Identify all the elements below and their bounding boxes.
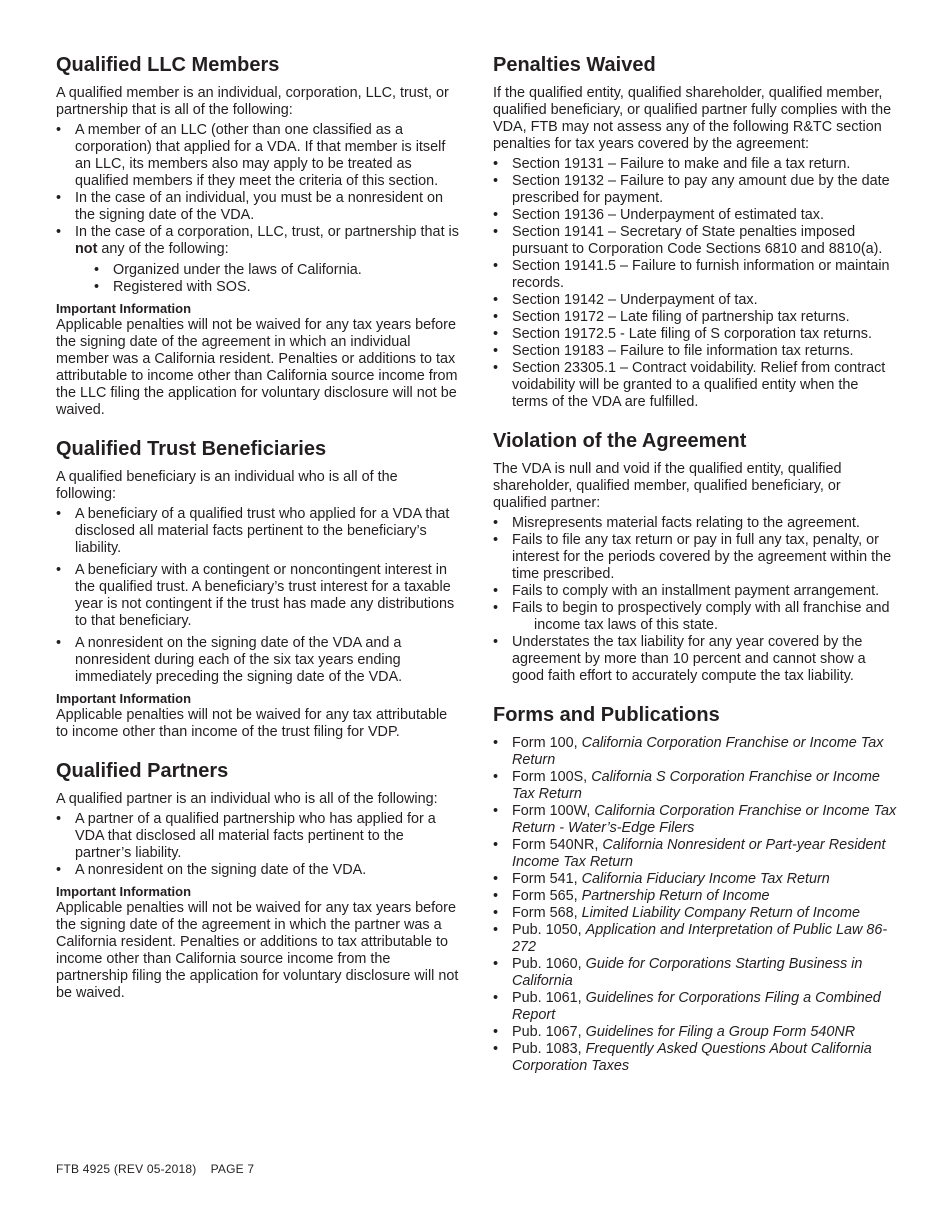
list-item: • A nonresident on the signing date of the VDA and a nonresident during each of the six tax years ending immediately preceding the signing date of the VDA. <box>56 635 460 686</box>
important-info-label: Important Information <box>56 691 192 706</box>
form-title: California Fiduciary Income Tax Return <box>581 871 830 887</box>
bullet-list <box>493 156 897 411</box>
form-title: California Corporation Franchise or Income Tax Return <box>512 735 884 768</box>
form-title: California Corporation Franchise or Income Tax Return - Water’s-Edge Filers <box>512 803 897 836</box>
section-intro: If the qualified entity, qualified shareholder, qualified member, qualified beneficiary, or qualified partner fully complies with the VDA, FTB may not assess any of the following R&TC section penalties for tax years covered by the agreement: <box>493 85 892 152</box>
bullet-list <box>56 506 460 686</box>
important-info-label: Important Information <box>56 301 192 316</box>
section-intro: A qualified beneficiary is an individual who is all of the following: <box>56 469 398 502</box>
form-number: Form 541, <box>512 871 582 887</box>
form-item <box>493 769 897 803</box>
form-item <box>493 1041 897 1075</box>
sub-bullet-list <box>75 262 460 296</box>
list-item: • In the case of an individual, you must be a nonresident on the signing date of the VDA. <box>56 190 460 224</box>
list-item-text: In the case of a corporation, LLC, trust, or partnership that is <box>75 224 459 240</box>
form-title: Guidelines for Filing a Group Form 540NR <box>585 1024 856 1040</box>
form-number: Form 540NR, <box>512 837 603 853</box>
form-item <box>493 990 897 1024</box>
list-item <box>493 600 897 634</box>
form-item <box>493 803 897 837</box>
section-intro: The VDA is null and void if the qualified entity, qualified shareholder, qualified member, qualified beneficiary, or qualified partner: <box>493 461 842 511</box>
form-item <box>493 905 897 922</box>
form-number: Pub. 1061, <box>512 990 586 1006</box>
list-item: • Section 19172 – Late filing of partnership tax returns. <box>493 309 897 326</box>
form-item <box>493 837 897 871</box>
section-heading: Qualified LLC Members <box>56 54 280 76</box>
list-item-text: any of the following: <box>97 241 229 257</box>
form-title: California Nonresident or Part-year Resident Income Tax Return <box>512 837 886 870</box>
bullet-list <box>56 122 460 296</box>
form-item <box>493 888 897 905</box>
list-item-text: Fails to begin to prospectively comply with all franchise and <box>512 600 890 616</box>
section-heading: Penalties Waived <box>493 54 656 76</box>
list-item: • A member of an LLC (other than one classified as a corporation) that applied for a VDA. If that member is itself an LLC, its members also may apply to be treated as qualified members if they meet the criteria of this section. <box>56 122 460 190</box>
list-item: • Section 19136 – Underpayment of estimated tax. <box>493 207 897 224</box>
important-info-text: Applicable penalties will not be waived for any tax attributable to income other than income of the trust filing for VDP. <box>56 707 448 740</box>
form-title: Frequently Asked Questions About California Corporation Taxes <box>512 1041 872 1074</box>
section-forms-publications <box>493 702 897 1075</box>
section-penalties-waived <box>493 52 897 411</box>
sub-list-item: • Organized under the laws of California. <box>94 262 460 279</box>
emphasis-text: not <box>75 241 98 257</box>
form-number: Pub. 1067, <box>512 1024 586 1040</box>
form-item <box>493 1024 897 1041</box>
list-item: • Section 19142 – Underpayment of tax. <box>493 292 897 309</box>
form-title: Application and Interpretation of Public Law 86-272 <box>512 922 888 955</box>
form-number: Form 100W, <box>512 803 595 819</box>
important-info-label: Important Information <box>56 884 192 899</box>
section-heading: Qualified Partners <box>56 760 229 782</box>
form-item <box>493 735 897 769</box>
section-heading: Violation of the Agreement <box>493 430 747 452</box>
form-title: Limited Liability Company Return of Income <box>581 905 860 921</box>
section-intro: A qualified member is an individual, corporation, LLC, trust, or partnership that is all of the following: <box>56 85 449 118</box>
bullet-list <box>493 735 897 1075</box>
form-item <box>493 956 897 990</box>
list-item: • A partner of a qualified partnership who has applied for a VDA that disclosed all material facts pertinent to the partner’s liability. <box>56 811 460 862</box>
section-llc-members <box>56 52 460 419</box>
form-title: Guide for Corporations Starting Business in California <box>512 956 863 989</box>
left-column <box>56 52 460 1002</box>
bullet-list <box>493 515 897 685</box>
list-item: • Section 23305.1 – Contract voidability. Relief from contract voidability will be granted to a qualified entity when the terms of the VDA are fulfilled. <box>493 360 897 411</box>
form-item <box>493 922 897 956</box>
list-item: • Section 19132 – Failure to pay any amount due by the date prescribed for payment. <box>493 173 897 207</box>
form-number: Pub. 1050, <box>512 922 586 938</box>
form-number: Form 568, <box>512 905 582 921</box>
list-item: • Section 19183 – Failure to file information tax returns. <box>493 343 897 360</box>
form-number: Form 100, <box>512 735 582 751</box>
section-violation <box>493 428 897 685</box>
sub-list-item: • Registered with SOS. <box>94 279 460 296</box>
form-number: Pub. 1083, <box>512 1041 586 1057</box>
form-number: Form 565, <box>512 888 582 904</box>
important-info-text: Applicable penalties will not be waived for any tax years before the signing date of the agreement in which an individual member was a California resident. Penalties or additions to tax attributable to income other than California source income from the LLC filing the application for voluntary disclosure will not be waived. <box>56 317 458 418</box>
form-item <box>493 871 897 888</box>
important-info-text: Applicable penalties will not be waived for any tax years before the signing date of the agreement in which the partner was a California resident. Penalties or additions to tax attributable to income other than California source income from the partnership filing the application for voluntary disclosure will not be waived. <box>56 900 459 1001</box>
form-title: Partnership Return of Income <box>581 888 770 904</box>
section-intro: A qualified partner is an individual who is all of the following: <box>56 791 438 807</box>
list-item: • Fails to file any tax return or pay in full any tax, penalty, or interest for the periods covered by the agreement within the time prescribed. <box>493 532 897 583</box>
list-item: • Fails to comply with an installment payment arrangement. <box>493 583 897 600</box>
list-item: • Section 19172.5 - Late filing of S corporation tax returns. <box>493 326 897 343</box>
list-item: • Section 19131 – Failure to make and file a tax return. <box>493 156 897 173</box>
right-column <box>493 52 897 1075</box>
bullet-list <box>56 811 460 879</box>
section-qualified-partners <box>56 758 460 1002</box>
form-number: Form 100S, <box>512 769 592 785</box>
section-trust-beneficiaries <box>56 436 460 741</box>
list-item: • A beneficiary with a contingent or noncontingent interest in the qualified trust. A beneficiary’s trust interest for a taxable year is not contingent if the trust has made any distributions to that beneficiary. <box>56 562 460 630</box>
page-footer: FTB 4925 (REV 05-2018) PAGE 7 <box>56 1162 255 1176</box>
list-item: • Section 19141.5 – Failure to furnish information or maintain records. <box>493 258 897 292</box>
list-item: • Understates the tax liability for any year covered by the agreement by more than 10 percent and cannot show a good faith effort to accurately compute the tax liability. <box>493 634 897 685</box>
section-heading: Forms and Publications <box>493 704 720 726</box>
form-number: Pub. 1060, <box>512 956 586 972</box>
list-item <box>56 224 460 296</box>
list-item: • Misrepresents material facts relating to the agreement. <box>493 515 897 532</box>
form-title: California S Corporation Franchise or Income Tax Return <box>512 769 880 802</box>
form-title: Guidelines for Corporations Filing a Combined Report <box>512 990 881 1023</box>
list-item: • A beneficiary of a qualified trust who applied for a VDA that disclosed all material facts pertinent to the beneficiary’s liability. <box>56 506 460 557</box>
list-item: • Section 19141 – Secretary of State penalties imposed pursuant to Corporation Code Sections 6810 and 8810(a). <box>493 224 897 258</box>
list-item: • A nonresident on the signing date of the VDA. <box>56 862 460 879</box>
section-heading: Qualified Trust Beneficiaries <box>56 438 327 460</box>
list-item-text: income tax laws of this state. <box>534 617 718 633</box>
